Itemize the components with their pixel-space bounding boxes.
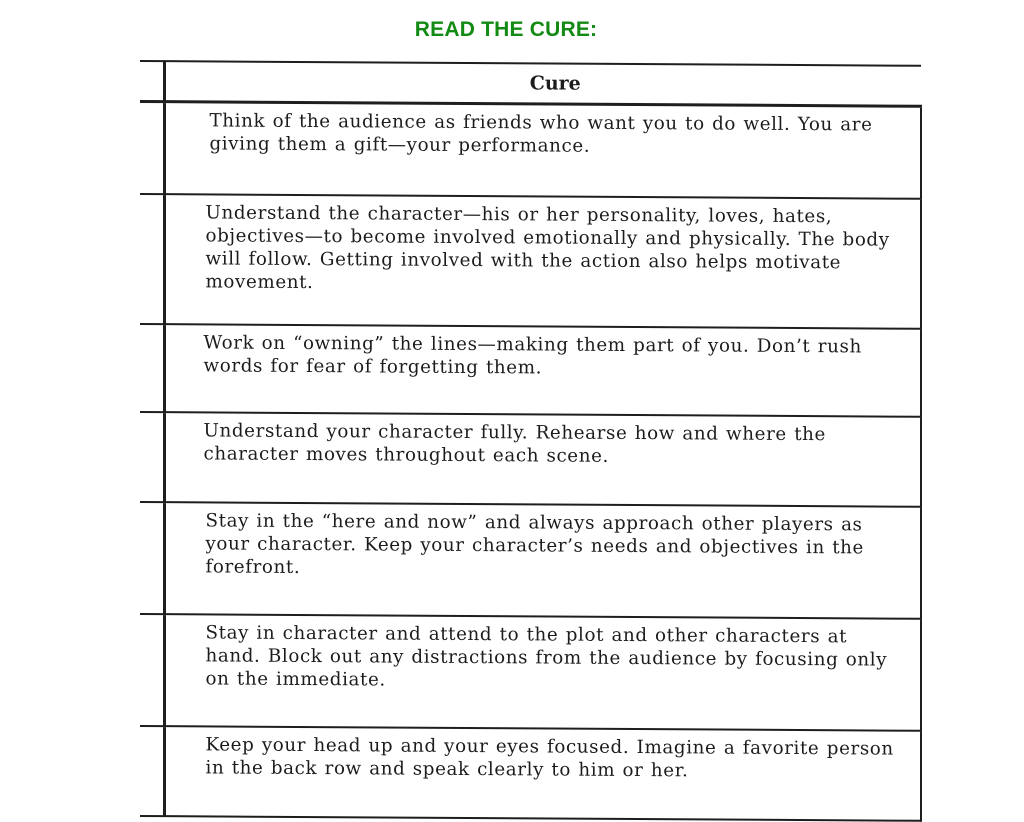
blank-cell xyxy=(140,412,164,502)
table-row xyxy=(140,194,921,329)
table-row xyxy=(140,614,921,731)
table-row xyxy=(140,412,921,507)
scanned-cure-table xyxy=(140,60,922,782)
table-row xyxy=(140,324,921,417)
cure-text: Think of the audience as friends who want you to do well. You are giving them a gift—your performance. xyxy=(164,102,921,199)
blank-cell xyxy=(140,194,164,324)
cure-column-header: Cure xyxy=(164,61,921,106)
cure-text: Understand your character fully. Rehearse how and where the character moves throughout each scene. xyxy=(164,412,921,507)
cure-text: Understand the character—his or her personality, loves, hates, objectives—to become involved emotionally and physically. The body will follow. Getting involved with the action also helps motivate movement. xyxy=(164,194,921,329)
blank-cell xyxy=(140,726,164,816)
table-row xyxy=(140,102,921,199)
blank-cell xyxy=(140,614,164,726)
cure-text: Keep your head up and your eyes focused. Imagine a favorite person in the back row and speak clearly to him or her. xyxy=(164,726,921,821)
table-header-row xyxy=(140,61,921,106)
blank-cell xyxy=(140,324,164,412)
cure-table xyxy=(140,60,922,822)
blank-cell xyxy=(140,102,164,195)
cure-text: Work on “owning” the lines—making them part of you. Don’t rush words for fear of forgetting them. xyxy=(164,324,921,417)
blank-column-header xyxy=(140,61,164,102)
cure-text: Stay in the “here and now” and always approach other players as your character. Keep your character’s needs and objectives in the forefront. xyxy=(164,502,921,619)
table-row xyxy=(140,726,921,821)
blank-cell xyxy=(140,502,164,614)
page-title: READ THE CURE: xyxy=(414,18,598,41)
cure-text: Stay in character and attend to the plot and other characters at hand. Block out any distractions from the audience by focusing only on the immediate. xyxy=(164,614,921,731)
table-row xyxy=(140,502,921,619)
